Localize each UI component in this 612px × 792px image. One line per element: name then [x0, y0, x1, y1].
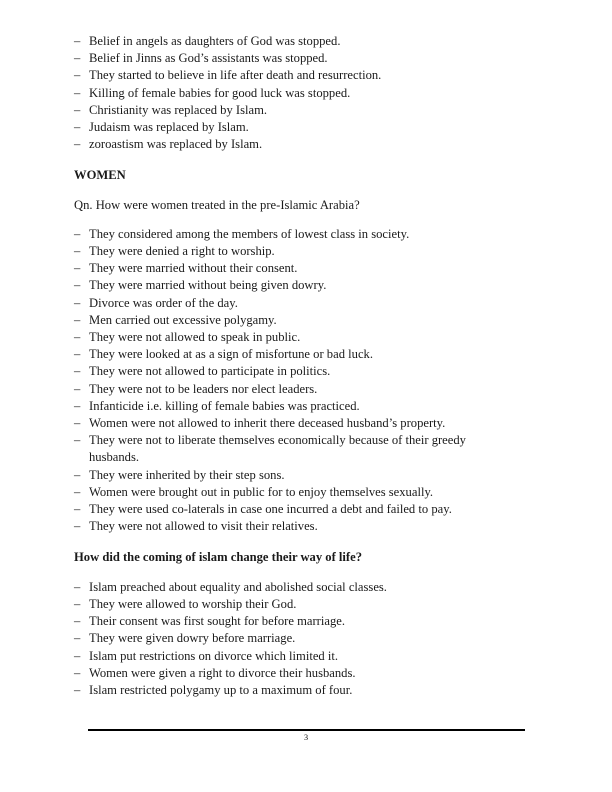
- spacer: [74, 185, 514, 197]
- list-item-text: Islam put restrictions on divorce which limited it.: [89, 648, 339, 663]
- list-item: [74, 518, 514, 535]
- women-treatment-list: [74, 226, 514, 536]
- spacer: [74, 567, 514, 579]
- bullet-dash-icon: –: [74, 261, 81, 276]
- list-item-text: Killing of female babies for good luck was stopped.: [89, 85, 351, 100]
- list-item: [74, 484, 514, 501]
- list-item: [74, 501, 514, 518]
- list-item-text: They were not allowed to visit their relatives.: [89, 519, 318, 534]
- list-item-text: They were looked at as a sign of misfortune or bad luck.: [89, 347, 373, 362]
- bullet-dash-icon: –: [74, 398, 81, 413]
- list-item: [74, 579, 514, 596]
- bullet-dash-icon: –: [74, 519, 81, 534]
- list-item: [74, 630, 514, 647]
- pre-islam-changes-list: [74, 33, 514, 153]
- bullet-dash-icon: –: [74, 295, 81, 310]
- list-item: [74, 381, 514, 398]
- list-item: [74, 329, 514, 346]
- list-item-text: They started to believe in life after death and resurrection.: [89, 68, 382, 83]
- section-heading-women: WOMEN: [74, 168, 126, 183]
- list-item: [74, 85, 514, 102]
- bullet-dash-icon: –: [74, 51, 81, 66]
- islam-changes-list: [74, 579, 514, 699]
- list-item: [74, 665, 514, 682]
- list-item-text: They were not allowed to speak in public.: [89, 330, 301, 345]
- list-item: [74, 682, 514, 699]
- list-item-text: They were married without being given dowry.: [89, 278, 327, 293]
- list-item-text: They were allowed to worship their God.: [89, 596, 297, 611]
- bullet-dash-icon: –: [74, 226, 81, 241]
- list-item: [74, 398, 514, 415]
- bullet-dash-icon: –: [74, 631, 81, 646]
- list-item: [74, 50, 514, 67]
- bullet-dash-icon: –: [74, 484, 81, 499]
- list-item: [74, 363, 514, 380]
- page-number: 3: [303, 733, 309, 742]
- bullet-dash-icon: –: [74, 137, 81, 152]
- list-item-text: Their consent was first sought for before marriage.: [89, 614, 345, 629]
- list-item: [74, 243, 514, 260]
- list-item-text: Judaism was replaced by Islam.: [89, 120, 249, 135]
- bullet-dash-icon: –: [74, 381, 81, 396]
- bullet-dash-icon: –: [74, 416, 81, 431]
- list-item: [74, 260, 514, 277]
- bullet-dash-icon: –: [74, 596, 81, 611]
- list-item-text: They considered among the members of lowest class in society.: [89, 226, 410, 241]
- spacer: [74, 214, 514, 226]
- bullet-dash-icon: –: [74, 364, 81, 379]
- section-heading-islam-change: How did the coming of islam change their way of life?: [74, 550, 363, 565]
- list-item: [74, 67, 514, 84]
- question-line: Qn. How were women treated in the pre-Islamic Arabia?: [74, 197, 360, 212]
- list-item: [74, 346, 514, 363]
- list-item-text: Women were given a right to divorce their husbands.: [89, 665, 356, 680]
- list-item-text: Divorce was order of the day.: [89, 295, 238, 310]
- list-item-text: They were married without their consent.: [89, 261, 298, 276]
- list-item: [74, 102, 514, 119]
- list-item: [74, 136, 514, 153]
- spacer: [74, 153, 514, 167]
- bullet-dash-icon: –: [74, 278, 81, 293]
- spacer: [74, 535, 514, 549]
- bullet-dash-icon: –: [74, 85, 81, 100]
- bullet-dash-icon: –: [74, 579, 81, 594]
- list-item-text: They were inherited by their step sons.: [89, 467, 285, 482]
- list-item: [74, 596, 514, 613]
- list-item-text: They were given dowry before marriage.: [89, 631, 296, 646]
- list-item-text: They were not allowed to participate in politics.: [89, 364, 331, 379]
- list-item: [74, 467, 514, 484]
- list-item: [74, 226, 514, 243]
- bullet-dash-icon: –: [74, 665, 81, 680]
- list-item-text: They were not to liberate themselves economically because of their greedy husbands.: [89, 433, 466, 465]
- bullet-dash-icon: –: [74, 467, 81, 482]
- list-item: [74, 33, 514, 50]
- bullet-dash-icon: –: [74, 347, 81, 362]
- bullet-dash-icon: –: [74, 648, 81, 663]
- list-item: [74, 613, 514, 630]
- bullet-dash-icon: –: [74, 102, 81, 117]
- list-item: [74, 312, 514, 329]
- list-item-text: zoroastism was replaced by Islam.: [89, 137, 263, 152]
- bullet-dash-icon: –: [74, 244, 81, 259]
- bullet-dash-icon: –: [74, 120, 81, 135]
- list-item-text: Belief in Jinns as God’s assistants was stopped.: [89, 51, 328, 66]
- list-item-text: They were denied a right to worship.: [89, 244, 275, 259]
- bullet-dash-icon: –: [74, 433, 81, 448]
- list-item-text: Islam restricted polygamy up to a maximum of four.: [89, 682, 353, 697]
- footer-divider: [88, 729, 525, 731]
- bullet-dash-icon: –: [74, 614, 81, 629]
- bullet-dash-icon: –: [74, 34, 81, 48]
- bullet-dash-icon: –: [74, 330, 81, 345]
- page-content: [74, 33, 514, 699]
- list-item: [74, 648, 514, 665]
- list-item-text: Infanticide i.e. killing of female babies was practiced.: [89, 398, 360, 413]
- list-item-text: Islam preached about equality and abolished social classes.: [89, 579, 387, 594]
- list-item: [74, 119, 514, 136]
- list-item: [74, 277, 514, 294]
- list-item: [74, 295, 514, 312]
- list-item: [74, 415, 514, 432]
- list-item: [74, 432, 514, 466]
- bullet-dash-icon: –: [74, 682, 81, 697]
- list-item-text: They were used co-laterals in case one incurred a debt and failed to pay.: [89, 502, 452, 517]
- list-item-text: Christianity was replaced by Islam.: [89, 102, 268, 117]
- list-item-text: Men carried out excessive polygamy.: [89, 312, 277, 327]
- bullet-dash-icon: –: [74, 502, 81, 517]
- list-item-text: Women were not allowed to inherit there deceased husband’s property.: [89, 416, 446, 431]
- bullet-dash-icon: –: [74, 68, 81, 83]
- list-item-text: Belief in angels as daughters of God was stopped.: [89, 34, 341, 48]
- list-item-text: Women were brought out in public for to enjoy themselves sexually.: [89, 484, 434, 499]
- bullet-dash-icon: –: [74, 312, 81, 327]
- list-item-text: They were not to be leaders nor elect leaders.: [89, 381, 318, 396]
